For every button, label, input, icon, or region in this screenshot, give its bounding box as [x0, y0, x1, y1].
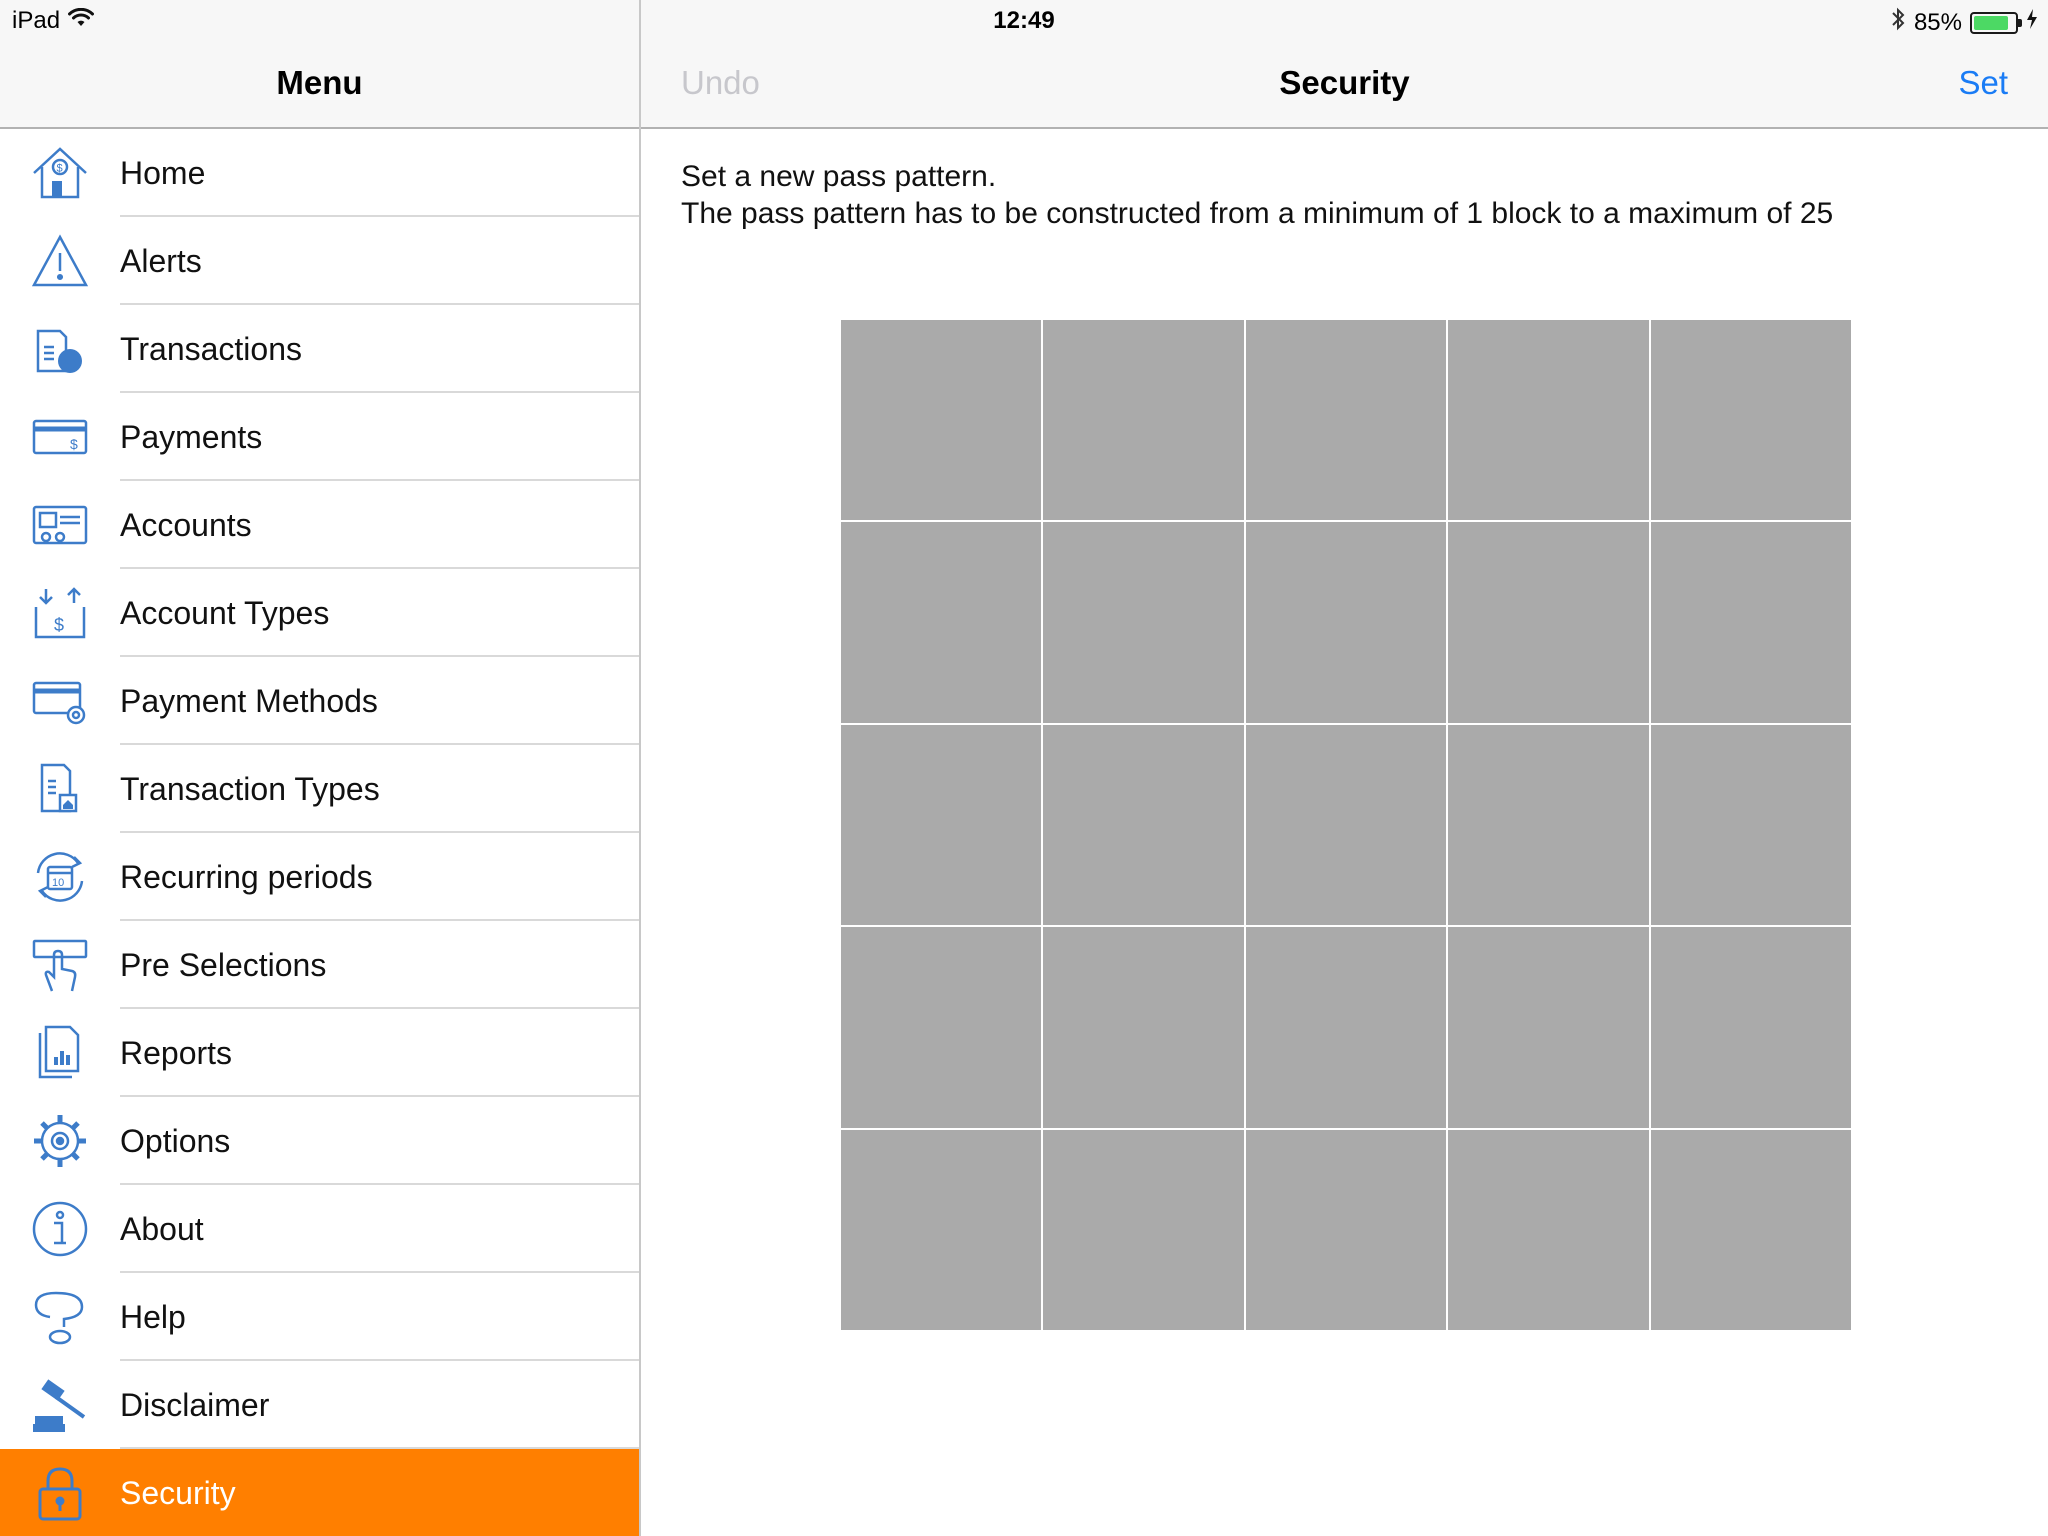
menu-item-label: Disclaimer: [120, 1386, 270, 1423]
menu-item-recurring-periods[interactable]: [0, 833, 639, 921]
battery-percent: 85%: [1913, 8, 1962, 36]
pattern-block[interactable]: [1651, 320, 1851, 520]
menu-item-security[interactable]: [0, 1449, 639, 1536]
bluetooth-icon: [1890, 7, 1906, 38]
pattern-block[interactable]: [841, 1130, 1041, 1330]
pattern-block[interactable]: [1246, 1130, 1446, 1330]
svg-text:$: $: [54, 615, 65, 635]
charging-bolt-icon: [2026, 8, 2038, 37]
menu-item-accounts[interactable]: [0, 481, 639, 569]
account-types-icon: [28, 581, 92, 645]
instructions: [681, 158, 1833, 232]
menu-item-label: Home: [120, 154, 206, 191]
menu-item-about[interactable]: [0, 1185, 639, 1273]
menu-item-label: Account Types: [120, 594, 330, 631]
status-bar: [0, 0, 2048, 40]
menu-item-label: Transactions: [120, 330, 302, 367]
transaction-types-icon: [28, 757, 92, 821]
svg-text:10: 10: [52, 877, 65, 889]
menu-item-label: Help: [120, 1298, 186, 1335]
pattern-block[interactable]: [1246, 522, 1446, 722]
menu-item-label: Accounts: [120, 506, 252, 543]
instructions-line-2: The pass pattern has to be constructed from a minimum of 1 block to a maximum of 25: [681, 197, 1834, 230]
pattern-block[interactable]: [1448, 927, 1648, 1127]
pattern-block[interactable]: [1651, 1130, 1851, 1330]
pattern-block[interactable]: [841, 522, 1041, 722]
pattern-block[interactable]: [841, 320, 1041, 520]
menu-item-payments[interactable]: [0, 393, 639, 481]
recurring-calendar-icon: [28, 845, 92, 909]
pattern-block[interactable]: [1448, 320, 1648, 520]
menu-item-label: Pre Selections: [120, 946, 327, 983]
pattern-block[interactable]: [1651, 927, 1851, 1127]
menu-item-label: Reports: [120, 1034, 233, 1071]
payment-methods-icon: [28, 669, 92, 733]
svg-text:$: $: [70, 436, 78, 452]
set-button[interactable]: Set: [1958, 64, 2008, 101]
instructions-line-1: Set a new pass pattern.: [681, 160, 997, 193]
menu-item-options[interactable]: [0, 1097, 639, 1185]
menu-item-transactions[interactable]: [0, 305, 639, 393]
sidebar: [0, 0, 641, 1536]
menu-item-reports[interactable]: [0, 1009, 639, 1097]
pattern-block[interactable]: [1043, 522, 1243, 722]
lock-icon: [28, 1461, 92, 1525]
svg-text:$: $: [65, 352, 75, 371]
menu-item-alerts[interactable]: [0, 217, 639, 305]
menu-item-label: Security: [120, 1474, 236, 1511]
pattern-block[interactable]: [1246, 320, 1446, 520]
device-name: iPad: [12, 7, 61, 34]
pattern-block[interactable]: [1448, 725, 1648, 925]
battery-icon: [1970, 12, 2018, 34]
pattern-grid: [841, 320, 1851, 1330]
pattern-block[interactable]: [1043, 1130, 1243, 1330]
page-title: Security: [1279, 64, 1410, 101]
accounts-icon: [28, 493, 92, 557]
gavel-icon: [28, 1373, 92, 1437]
menu-item-disclaimer[interactable]: [0, 1361, 639, 1449]
pattern-block[interactable]: [1448, 522, 1648, 722]
pattern-block[interactable]: [1043, 725, 1243, 925]
info-icon: [28, 1197, 92, 1261]
menu-item-label: Payments: [120, 418, 263, 455]
menu-item-account-types[interactable]: [0, 569, 639, 657]
pattern-block[interactable]: [841, 725, 1041, 925]
transactions-icon: [28, 317, 92, 381]
pattern-block[interactable]: [1651, 725, 1851, 925]
sidebar-title: Menu: [276, 64, 363, 101]
pattern-block[interactable]: [1246, 927, 1446, 1127]
menu-item-label: Alerts: [120, 242, 202, 279]
menu-item-label: Options: [120, 1122, 231, 1159]
home-dollar-icon: [28, 141, 92, 205]
menu-item-pre-selections[interactable]: [0, 921, 639, 1009]
svg-text:$: $: [56, 162, 63, 175]
question-icon: [28, 1285, 92, 1349]
battery-level: [1974, 16, 2008, 30]
status-time: 12:49: [993, 7, 1055, 34]
menu-list: [0, 129, 639, 1536]
status-right: [1890, 7, 2038, 38]
pattern-block[interactable]: [841, 927, 1041, 1127]
main-panel: [641, 0, 2048, 1536]
reports-icon: [28, 1021, 92, 1085]
pattern-block[interactable]: [1651, 522, 1851, 722]
menu-item-label: Transaction Types: [120, 770, 380, 807]
pattern-block[interactable]: [1246, 725, 1446, 925]
menu-item-help[interactable]: [0, 1273, 639, 1361]
menu-item-transaction-types[interactable]: [0, 745, 639, 833]
pattern-block[interactable]: [1043, 927, 1243, 1127]
payment-card-icon: [28, 405, 92, 469]
pattern-block[interactable]: [1043, 320, 1243, 520]
warning-triangle-icon: [28, 229, 92, 293]
menu-item-label: About: [120, 1210, 204, 1247]
menu-item-payment-methods[interactable]: [0, 657, 639, 745]
pointer-hand-icon: [28, 933, 92, 997]
gear-icon: [28, 1109, 92, 1173]
menu-item-label: Recurring periods: [120, 858, 373, 895]
pattern-block[interactable]: [1448, 1130, 1648, 1330]
undo-button[interactable]: Undo: [681, 64, 760, 101]
menu-item-home[interactable]: [0, 129, 639, 217]
menu-item-label: Payment Methods: [120, 682, 378, 719]
